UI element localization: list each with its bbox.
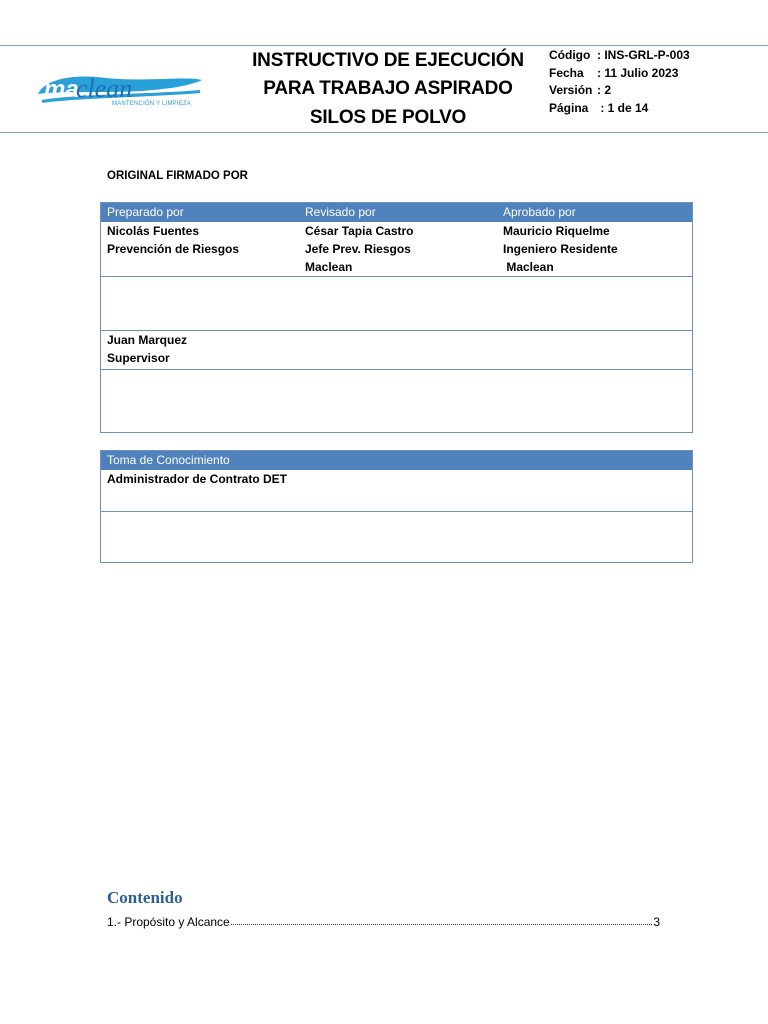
title-line-3: SILOS DE POLVO xyxy=(309,107,467,128)
supervisor-name: Juan Marquez xyxy=(107,333,188,347)
approved-company: Maclean xyxy=(503,260,554,274)
supervisor-row xyxy=(101,330,692,369)
svg-text:clean: clean xyxy=(76,74,133,103)
original-signed-label: ORIGINAL FIRMADO POR xyxy=(107,170,248,182)
title-line-1: INSTRUCTIVO DE EJECUCIÓN xyxy=(252,50,524,71)
meta-date xyxy=(549,66,678,80)
acknowledgment-signature-row xyxy=(101,511,692,562)
supervisor-role: Supervisor xyxy=(107,351,170,365)
meta-page-label: Página xyxy=(549,101,589,115)
toc-entry-text[interactable]: 1.- Propósito y Alcance xyxy=(107,915,230,929)
prepared-role: Prevención de Riesgos xyxy=(107,242,240,256)
toc-entry[interactable] xyxy=(107,915,660,929)
header-reviewed: Revisado por xyxy=(305,205,376,219)
meta-version-value: : 2 xyxy=(597,83,612,97)
signatures-table xyxy=(100,202,693,433)
acknowledgment-role: Administrador de Contrato DET xyxy=(107,472,288,486)
meta-version-label: Versión xyxy=(549,83,593,97)
approved-name: Mauricio Riquelme xyxy=(503,224,610,238)
logo-tagline: MANTENCIÓN Y LIMPIEZA xyxy=(112,101,191,107)
meta-version xyxy=(549,83,611,97)
meta-page-value: : 1 de 14 xyxy=(597,101,649,115)
meta-date-value: : 11 Julio 2023 xyxy=(597,66,679,80)
svg-text:ma: ma xyxy=(44,76,79,103)
header-approved: Aprobado por xyxy=(503,205,576,219)
meta-code-value: : INS-GRL-P-003 xyxy=(597,48,690,62)
header-prepared: Preparado por xyxy=(107,205,184,219)
header-top-rule xyxy=(0,45,768,46)
acknowledgment-table xyxy=(100,450,693,563)
signatures-table-header xyxy=(101,203,692,222)
meta-page xyxy=(549,101,648,115)
supervisor-signature-row xyxy=(101,369,692,432)
acknowledgment-role-row xyxy=(101,470,692,511)
toc-leader-dots xyxy=(231,915,653,925)
meta-code xyxy=(549,48,690,62)
header-bottom-rule xyxy=(0,132,768,133)
acknowledgment-header: Toma de Conocimiento xyxy=(107,453,230,467)
approved-role: Ingeniero Residente xyxy=(503,242,618,256)
toc-entry-page: 3 xyxy=(653,915,660,929)
acknowledgment-table-header xyxy=(101,451,692,470)
signatures-names-row xyxy=(101,222,692,276)
reviewed-role: Jefe Prev. Riesgos xyxy=(305,242,411,256)
meta-code-label: Código xyxy=(549,48,591,62)
reviewed-company: Maclean xyxy=(305,260,353,274)
reviewed-name: César Tapia Castro xyxy=(305,224,414,238)
prepared-name: Nicolás Fuentes xyxy=(107,224,200,238)
signatures-signature-row xyxy=(101,276,692,330)
title-line-2: PARA TRABAJO ASPIRADO xyxy=(263,78,513,99)
contents-title: Contenido xyxy=(107,888,183,907)
meta-date-label: Fecha xyxy=(549,66,584,80)
